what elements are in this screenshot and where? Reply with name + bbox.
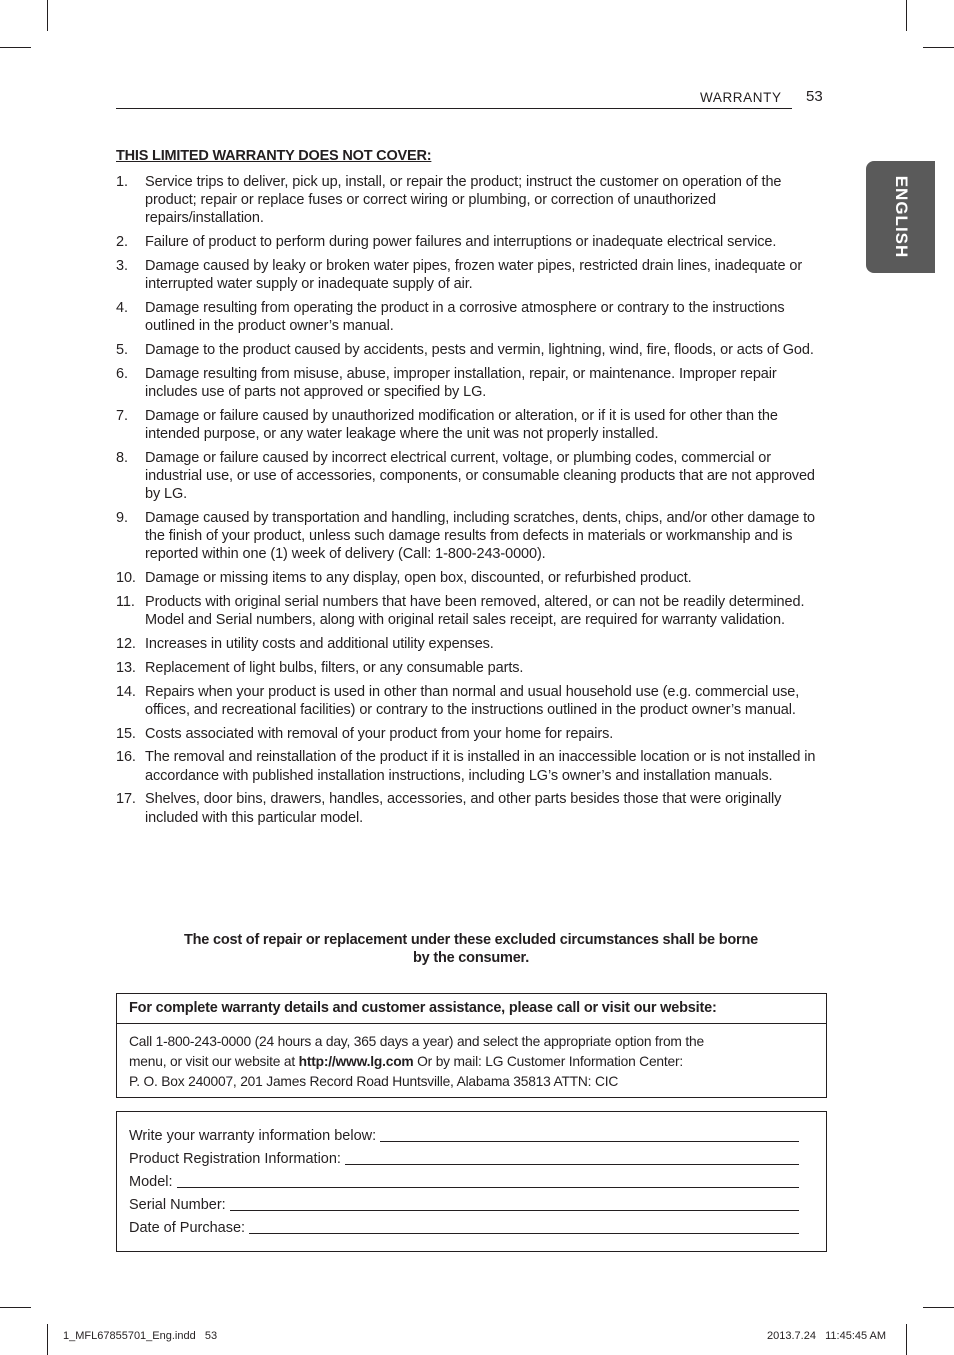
list-item: 4. Damage resulting from operating the product in a corrosive atmosphere or contrary to the instructions outlined in the product owner’s manual. — [116, 300, 785, 335]
list-item: 11. Products with original serial numbers that have been removed, altered, or can not be readily determined. Model and Serial numbers, along with original retail sales receipt, are required for warranty validation. — [116, 594, 805, 629]
list-item: 5. Damage to the product caused by accidents, pests and vermin, lightning, wind, fire, floods, or acts of God. — [116, 342, 814, 358]
crop-mark — [923, 1307, 954, 1308]
list-item: 12. Increases in utility costs and additional utility expenses. — [116, 636, 494, 652]
crop-mark — [0, 1307, 31, 1308]
list-item: 8. Damage or failure caused by incorrect electrical current, voltage, or plumbing codes, commercial or industrial use, or use of accessories, components, or consumable cleaning products that are not approved by LG. — [116, 449, 815, 503]
fill-in-line[interactable] — [249, 1220, 799, 1234]
list-item: 10. Damage or missing items to any display, open box, discounted, or refurbished product. — [116, 570, 692, 587]
list-item: 1. Service trips to deliver, pick up, install, or repair the product; instruct the customer on operation of the product; repair or replace fuses or correct wiring or plumbing, or correction of unauthorized repairs/installation. — [116, 174, 782, 227]
fill-in-line[interactable] — [380, 1128, 799, 1142]
fill-in-line[interactable] — [230, 1197, 799, 1211]
fill-in-line[interactable] — [177, 1174, 799, 1188]
info-label: Serial Number: — [129, 1197, 226, 1213]
info-row — [129, 1151, 799, 1169]
crop-mark — [47, 1324, 48, 1355]
contact-box-heading: For complete warranty details and customer assistance, please call or visit our website: — [117, 994, 826, 1024]
list-item: 6. Damage resulting from misuse, abuse, improper installation, repair, or maintenance. Improper repair includes use of parts not approved or specified by LG. — [116, 365, 777, 400]
cost-notice-line: by the consumer. — [412, 950, 530, 966]
language-tab-label: ENGLISH — [891, 175, 911, 259]
footer-timestamp: 2013.7.24 11:45:45 AM — [767, 1330, 887, 1342]
crop-mark — [906, 0, 907, 31]
cost-notice-line: The cost of repair or replacement under these excluded circumstances shall be borne — [183, 932, 759, 948]
list-item: 7. Damage or failure caused by unauthorized modification or alteration, or if it is used for other than the intended purpose, or any water leakage where the unit was not properly installed. — [116, 407, 778, 442]
info-label: Write your warranty information below: — [129, 1128, 377, 1144]
info-row — [129, 1220, 799, 1238]
list-item: 9. Damage caused by transportation and handling, including scratches, dents, chips, and/or other damage to the finish of your product, unless such damage results from defects in materials or workmanship and is reported within one (1) week of delivery (Call: 1-800-243-0000). — [116, 510, 816, 563]
warranty-info-box — [116, 1111, 827, 1252]
info-label: Product Registration Information: — [129, 1151, 341, 1167]
info-row — [129, 1128, 799, 1146]
header-rule — [116, 108, 792, 109]
contact-line: P. O. Box 240007, 201 James Record Road Huntsville, Alabama 35813 ATTN: CIC — [129, 1074, 619, 1089]
info-row — [129, 1197, 799, 1215]
cost-notice — [116, 931, 826, 967]
contact-box-body — [117, 1024, 826, 1092]
list-item: 14. Repairs when your product is used in other than normal and usual household use (e.g. commercial use, offices, and recreational facilities) or contrary to the instructions outlined in the product owner’s manual. — [116, 683, 800, 718]
info-label: Date of Purchase: — [129, 1220, 246, 1236]
footer-file: 1_MFL67855701_Eng.indd 53 — [63, 1330, 218, 1342]
crop-mark — [906, 1324, 907, 1355]
language-tab — [866, 161, 935, 273]
header-section: WARRANTY — [700, 90, 782, 105]
list-item: 13. Replacement of light bulbs, filters, or any consumable parts. — [116, 659, 524, 676]
section-title: THIS LIMITED WARRANTY DOES NOT COVER: — [116, 148, 432, 164]
fill-in-line[interactable] — [345, 1151, 799, 1165]
list-item: 15. Costs associated with removal of your product from your home for repairs. — [116, 725, 614, 742]
contact-line: Call 1-800-243-0000 (24 hours a day, 365 days a year) and select the appropriate option from the — [129, 1034, 704, 1049]
contact-line: menu, or visit our website at http://www.lg.com Or by mail: LG Customer Information Center: — [129, 1054, 684, 1069]
info-label: Model: — [129, 1174, 173, 1190]
crop-mark — [47, 0, 48, 31]
contact-box — [116, 993, 827, 1098]
exclusion-list — [116, 173, 824, 832]
crop-mark — [923, 47, 954, 48]
list-item: 3. Damage caused by leaky or broken water pipes, frozen water pipes, restricted drain lines, inadequate or interrupted water supply or inadequate supply of air. — [116, 258, 803, 293]
crop-mark — [0, 47, 31, 48]
list-item: 17. Shelves, door bins, drawers, handles, accessories, and other parts besides those that were originally included with this particular model. — [116, 791, 782, 826]
page-number: 53 — [806, 88, 823, 105]
info-row — [129, 1174, 799, 1192]
website-link[interactable]: http://www.lg.com — [298, 1054, 414, 1069]
list-item: 16. The removal and reinstallation of the product if it is installed in an inaccessible location or is not installed in accordance with published installation instructions, including LG’s owner’s and installation manuals. — [116, 749, 816, 784]
list-item: 2. Failure of product to perform during power failures and interruptions or inadequate electrical service. — [116, 234, 777, 251]
